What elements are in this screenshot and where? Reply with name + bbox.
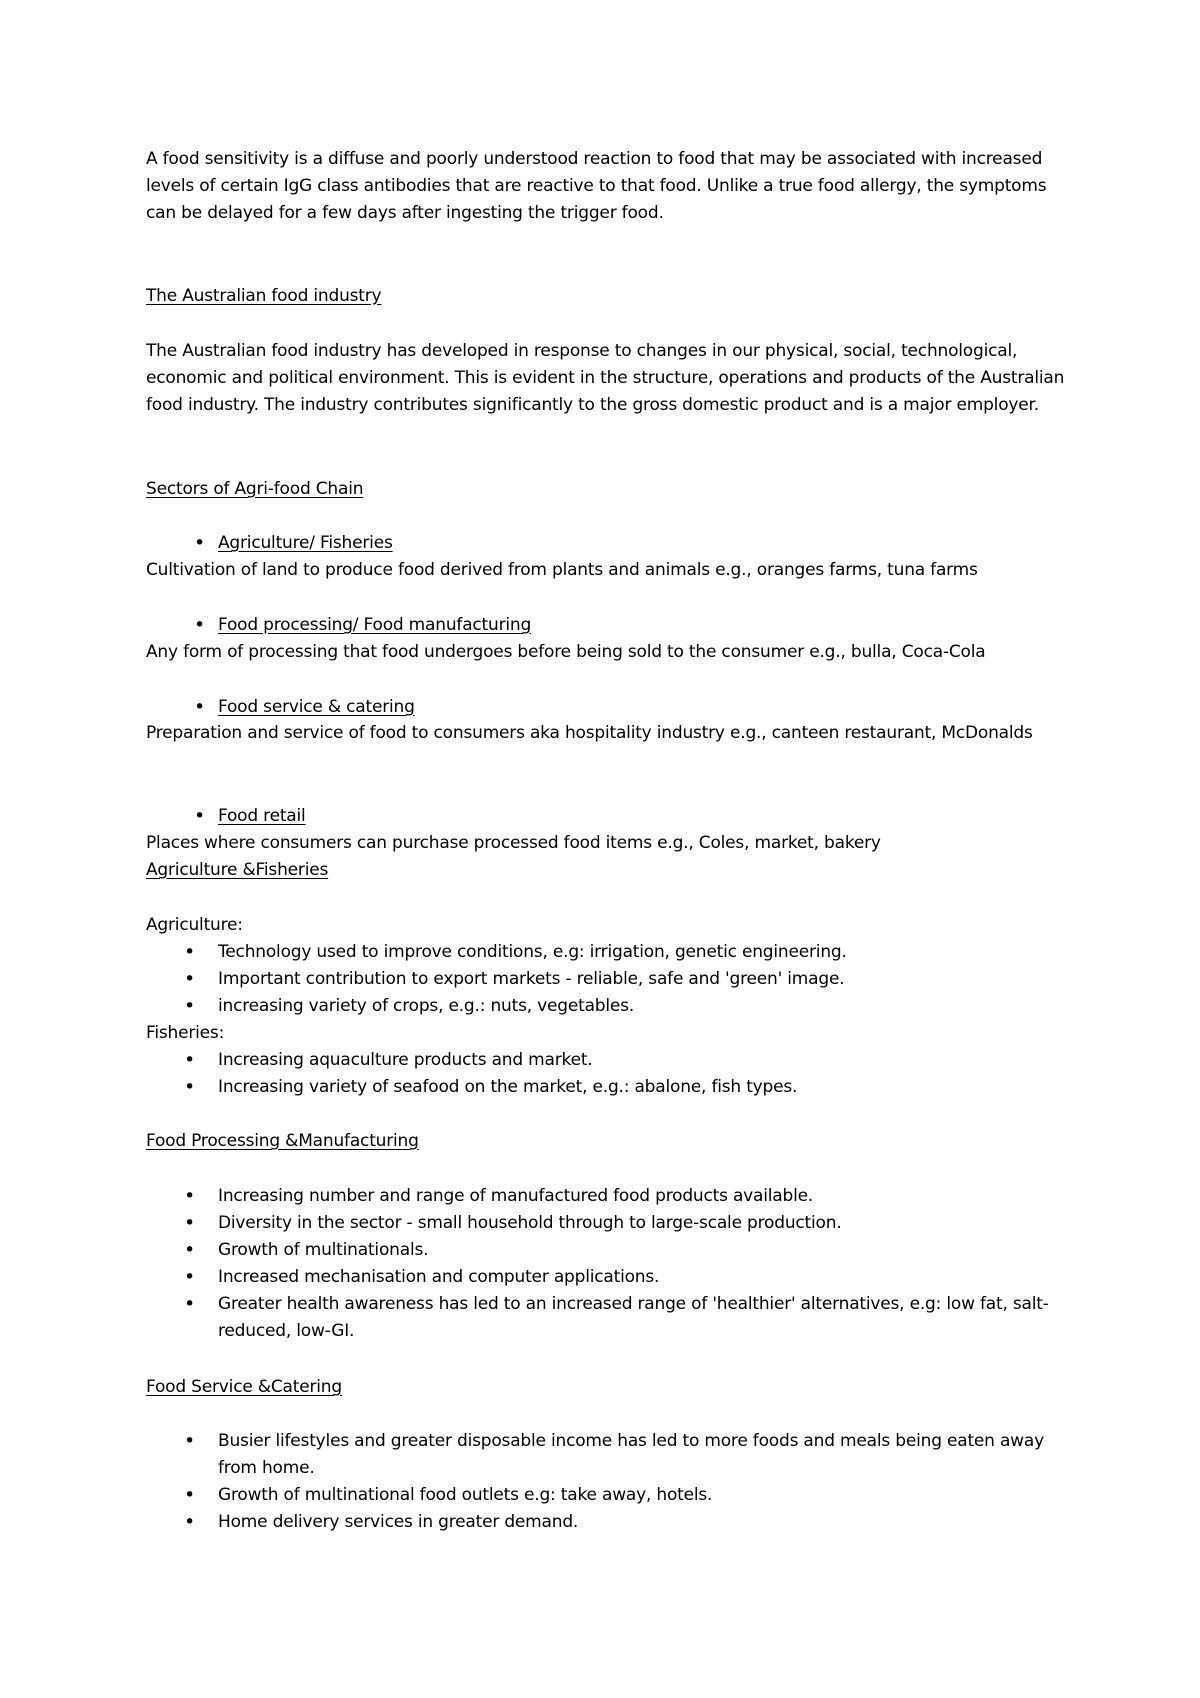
sector-desc-retail: Places where consumers can purchase processed food items e.g., Coles, market, bakery [146, 833, 881, 853]
processing-list [146, 1183, 1076, 1345]
intro-paragraph: A food sensitivity is a diffuse and poorly understood reaction to food that may be associated with increased levels of certain IgG class antibodies that are reactive to that food. Unlike a true food allergy, the symptoms can be delayed for a few days after ingesting the trigger food. [146, 149, 1047, 223]
list-item: • Increasing aquaculture products and market. [146, 1047, 1076, 1074]
sector-title-processing: • Food processing/ Food manufacturing [218, 612, 531, 639]
list-item: • Increasing variety of seafood on the market, e.g.: abalone, fish types. [146, 1074, 1076, 1101]
list-item: • Increased mechanisation and computer applications. [146, 1264, 1076, 1291]
industry-heading: The Australian food industry [146, 286, 382, 306]
fisheries-label: Fisheries: [146, 1023, 225, 1043]
list-item: • Home delivery services in greater demand. [146, 1509, 1076, 1536]
list-item: • Technology used to improve conditions, e.g: irrigation, genetic engineering. [146, 939, 1076, 966]
list-item: • Increasing number and range of manufactured food products available. [146, 1183, 1076, 1210]
list-item: • Growth of multinationals. [146, 1237, 1076, 1264]
processing-heading: Food Processing &Manufacturing [146, 1131, 419, 1151]
industry-paragraph: The Australian food industry has developed in response to changes in our physical, social, technological, economic and political environment. This is evident in the structure, operations and products of the Australian food industry. The industry contributes significantly to the gross domestic product and is a major employer. [146, 341, 1065, 415]
list-item: • Growth of multinational food outlets e.g: take away, hotels. [146, 1482, 1076, 1509]
list-item: • Busier lifestyles and greater disposable income has led to more foods and meals being eaten away from home. [146, 1428, 1076, 1482]
service-list [146, 1428, 1076, 1536]
list-item: • Diversity in the sector - small household through to large-scale production. [146, 1210, 1076, 1237]
agriculture-list [146, 939, 1076, 1020]
agri-fish-heading: Agriculture &Fisheries [146, 860, 329, 880]
sector-desc-processing: Any form of processing that food undergoes before being sold to the consumer e.g., bulla, Coca-Cola [146, 642, 986, 662]
sector-desc-service: Preparation and service of food to consumers aka hospitality industry e.g., canteen restaurant, McDonalds [146, 723, 1033, 743]
service-heading: Food Service &Catering [146, 1377, 342, 1397]
sectors-heading: Sectors of Agri-food Chain [146, 479, 364, 499]
fisheries-list [146, 1047, 1076, 1101]
sector-title-agriculture: • Agriculture/ Fisheries [218, 530, 393, 557]
sector-desc-agriculture: Cultivation of land to produce food derived from plants and animals e.g., oranges farms, tuna farms [146, 560, 978, 580]
agriculture-label: Agriculture: [146, 915, 243, 935]
list-item: • Important contribution to export markets - reliable, safe and 'green' image. [146, 966, 1076, 993]
sector-title-retail: • Food retail [218, 803, 306, 830]
list-item: • Greater health awareness has led to an increased range of 'healthier' alternatives, e.g: low fat, salt-reduced, low-GI. [146, 1291, 1076, 1345]
sector-title-service: • Food service & catering [218, 694, 415, 721]
list-item: • increasing variety of crops, e.g.: nuts, vegetables. [146, 993, 1076, 1020]
